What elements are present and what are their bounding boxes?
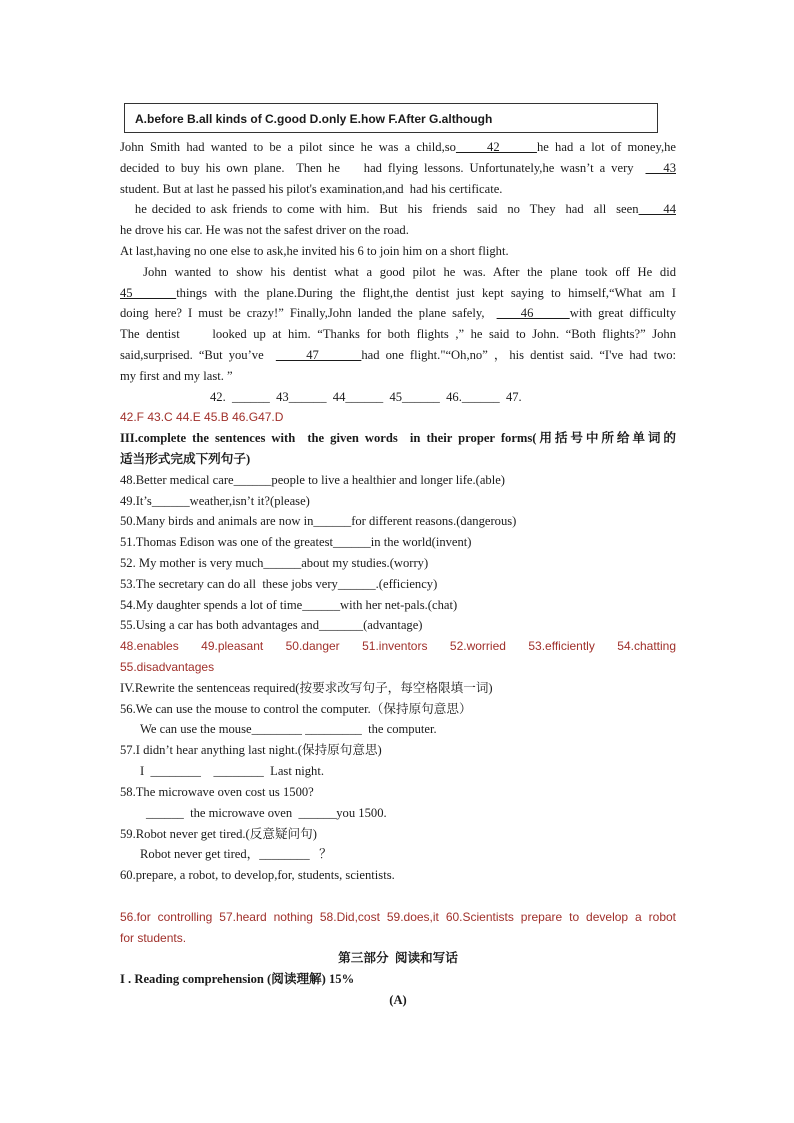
rewrite-question: 59.Robot never get tired.(反意疑问句) [120, 827, 317, 841]
passage-line: John Smith had wanted to be a pilot since he was a child,so 42 he had a lot of money,he [120, 140, 676, 154]
exercise-sentence: 51.Thomas Edison was one of the greatest______in the world(invent) [120, 535, 472, 549]
passage-line: doing here? I must be crazy!” Finally,John landed the plane safely, 46 with great difficulty [120, 306, 677, 320]
passage-line: The dentist looked up at him. “Thanks for both flights ,” he said to John. “Both flights?” John [120, 327, 676, 341]
passage-line: he drove his car. He was not the safest driver on the road. [120, 223, 409, 237]
answer-key-48-55: 48.enables 49.pleasant 50.danger 51.inventors 52.worried 53.efficiently 54.chatting [120, 639, 676, 653]
passage-line: student. But at last he passed his pilot's examination,and had his certificate. [120, 182, 503, 196]
exercise-sentence: 48.Better medical care______people to live a healthier and longer life.(able) [120, 473, 505, 487]
rewrite-question: 56.We can use the mouse to control the computer.（保持原句意思） [120, 702, 472, 716]
exercise-sentence: 50.Many birds and animals are now in______for different reasons.(dangerous) [120, 514, 517, 528]
passage-a-label: (A) [389, 993, 407, 1007]
answer-key-56-60: 56.for controlling 57.heard nothing 58.Did,cost 59.does,it 60.Scientists prepare to develop a robot [120, 910, 676, 924]
rewrite-answer-line: I ________ ________ Last night. [140, 764, 324, 778]
passage-line: he decided to ask friends to come with him. But his friends said no They had all seen 44 [120, 202, 676, 216]
answer-blanks-line: 42. ______ 43______ 44______ 45______ 46.______ 47. [210, 390, 522, 404]
answer-key-56-60-cont: for students. [120, 931, 187, 945]
answer-key-48-55-cont: 55.disadvantages [120, 660, 215, 674]
section-3-heading: III.complete the sentences with the given words in their proper forms(用括号中所给单词的 [120, 431, 676, 445]
rewrite-answer-line: Robot never get tired，________ ？ [140, 847, 332, 861]
rewrite-question: 58.The microwave oven cost us 1500? [120, 785, 314, 799]
rewrite-answer-line: ______ the microwave oven ______you 1500. [146, 806, 387, 820]
options-box: A.before B.all kinds of C.good D.only E.how F.After G.although [124, 103, 658, 133]
section-3-heading-cont: 适当形式完成下列句子) [120, 452, 251, 466]
exercise-sentence: 49.It’s______weather,isn’t it?(please) [120, 494, 310, 508]
passage-line: 45 things with the plane.During the flight,the dentist just kept saying to himself,“What am I [120, 286, 676, 300]
rewrite-answer-line: We can use the mouse________ _________ the computer. [140, 722, 437, 736]
exercise-sentence: 52. My mother is very much______about my studies.(worry) [120, 556, 429, 570]
passage-line: said,surprised. “But you’ve 47 had one flight."“Oh,no” ，his dentist said. “I've had two: [120, 348, 677, 362]
rewrite-question: 57.I didn’t hear anything last night.(保持原句意思) [120, 743, 382, 757]
passage-line: John wanted to show his dentist what a good pilot he was. After the plane took off He did [120, 265, 676, 279]
passage-line: At last,having no one else to ask,he invited his 6 to join him on a short flight. [120, 244, 509, 258]
section-4-heading: IV.Rewrite the sentenceas required(按要求改写句子，每空格限填一词) [120, 681, 493, 695]
answer-key-42-47: 42.F 43.C 44.E 45.B 46.G47.D [120, 410, 284, 424]
passage-line: my first and my last. ” [120, 369, 233, 383]
part-3-title: 第三部分 阅读和写话 [338, 951, 458, 965]
reading-comprehension-heading: I . Reading comprehension (阅读理解) 15% [120, 972, 355, 986]
passage-line: decided to buy his own plane. Then he had flying lessons. Unfortunately,he wasn’t a very 43 [120, 161, 676, 175]
exercise-sentence: 54.My daughter spends a lot of time______with her net-pals.(chat) [120, 598, 458, 612]
exercise-sentence: 53.The secretary can do all these jobs very______.(efficiency) [120, 577, 438, 591]
exercise-sentence: 55.Using a car has both advantages and_______(advantage) [120, 618, 423, 632]
rewrite-question: 60.prepare, a robot, to develop,for, students, scientists. [120, 868, 395, 882]
